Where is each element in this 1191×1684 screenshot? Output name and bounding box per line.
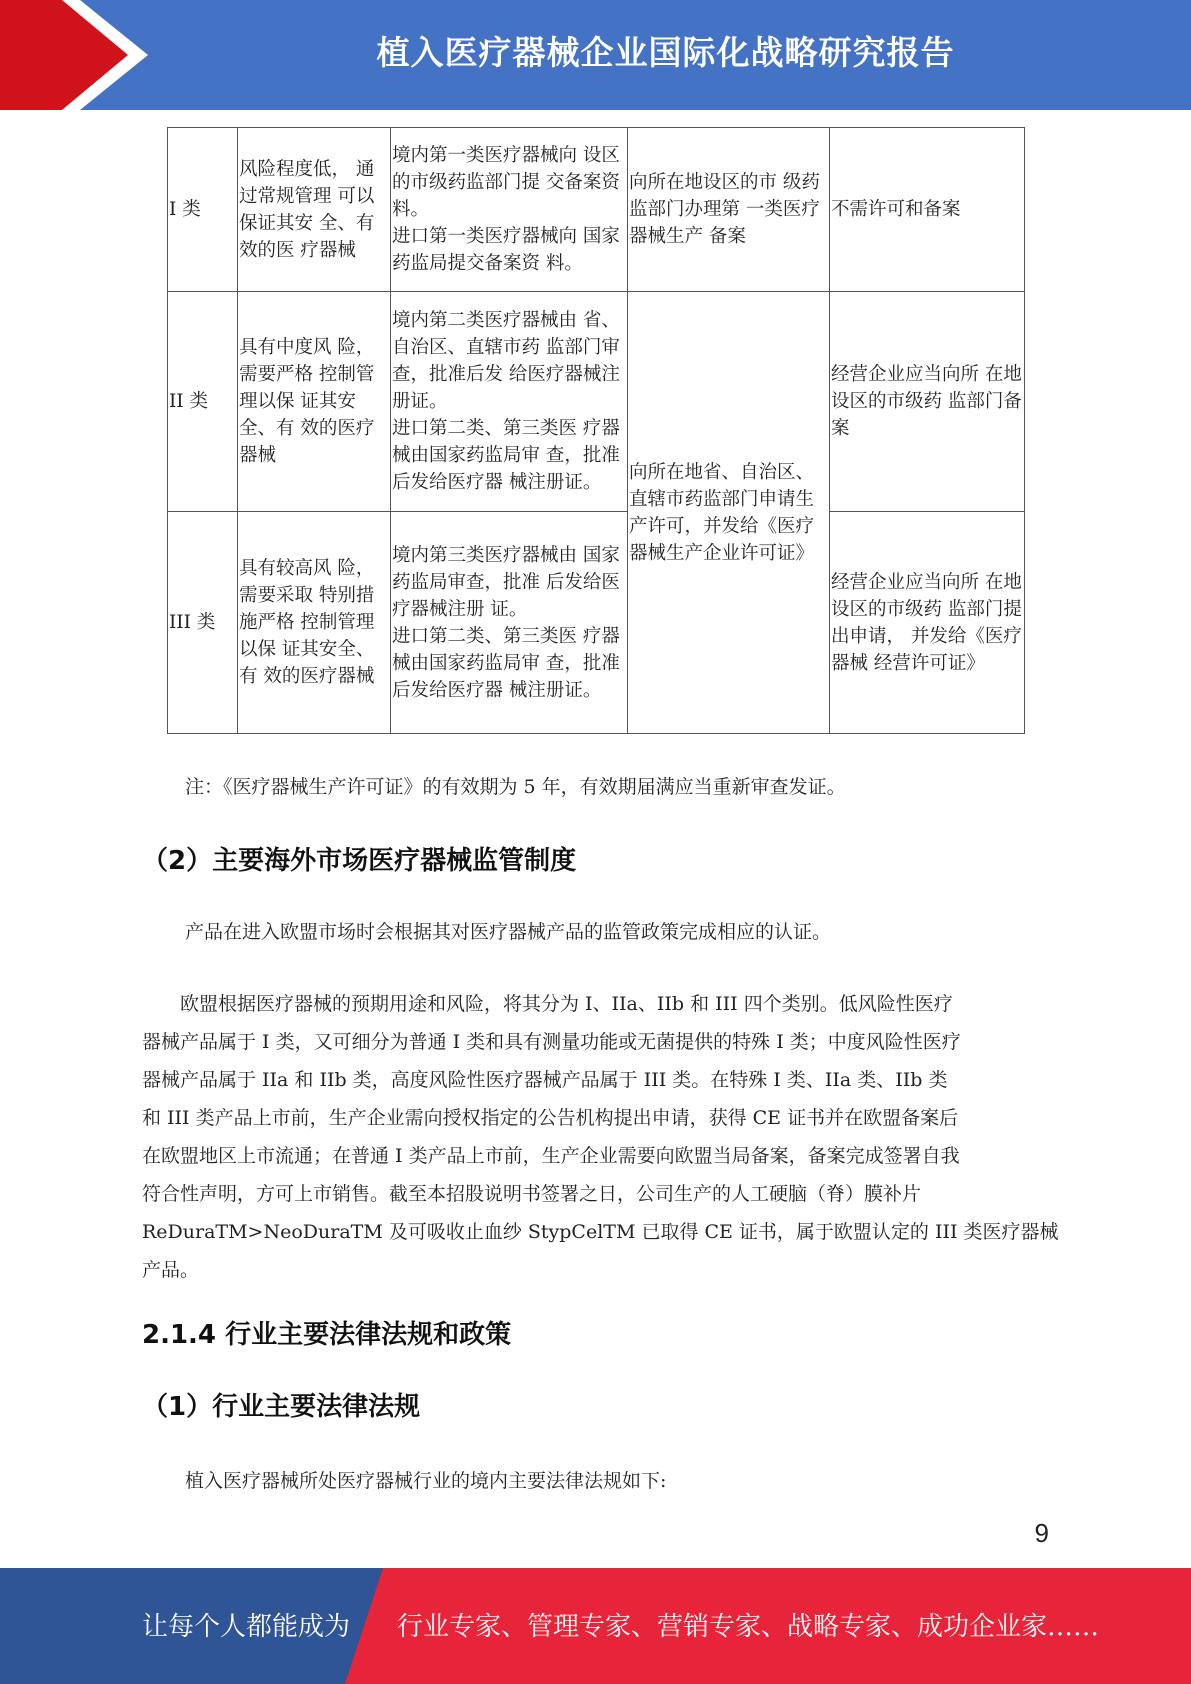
operation-cell: 经营企业应当向所 在地设区的市级药 监部门备案 xyxy=(830,292,1025,512)
registration-domestic: 境内第二类医疗器械由 省、自治区、直辖市药 监部门审查，批准后发 给医疗器械注册证。 xyxy=(392,310,620,412)
production-cell: 向所在地省、自治区、直辖市药监部门申请生产许可，并发给《医疗器械生产企业许可证》 xyxy=(628,292,830,734)
production-cell: 向所在地设区的市 级药监部门办理第 一类医疗器械生产 备案 xyxy=(628,128,830,292)
page-header xyxy=(0,0,1191,110)
registration-domestic: 境内第一类医疗器械向 设区的市级药监部门提 交备案资料。 xyxy=(392,145,620,220)
section-intro: 产品在进入欧盟市场时会根据其对医疗器械产品的监管政策完成相应的认证。 xyxy=(185,921,832,943)
risk-cell: 风险程度低， 通过常规管理 可以保证其安 全、有效的医 疗器械 xyxy=(238,128,391,292)
paragraph-line: ReDuraTM>NeoDuraTM 及可吸收止血纱 StypCelTM 已取得 CE 证书，属于欧盟认定的 III 类医疗器械 xyxy=(142,1221,1059,1243)
footer-slogan-right: 行业专家、管理专家、营销专家、战略专家、成功企业家…… xyxy=(397,1612,1100,1642)
registration-cell xyxy=(391,128,628,292)
operation-cell: 不需许可和备案 xyxy=(830,128,1025,292)
risk-cell: 具有中度风 险，需要严格 控制管理以保 证其安全、有 效的医疗器械 xyxy=(238,292,391,512)
registration-import: 进口第一类医疗器械向 国家药监局提交备案资 料。 xyxy=(392,226,620,274)
section-heading-laws-policies: 2.1.4 行业主要法律法规和政策 xyxy=(142,1320,512,1350)
section-intro: 植入医疗器械所处医疗器械行业的境内主要法律法规如下: xyxy=(185,1470,667,1492)
page-number: 9 xyxy=(1034,1518,1049,1548)
registration-cell xyxy=(391,292,628,512)
paragraph-line: 在欧盟地区上市流通；在普通 I 类产品上市前，生产企业需要向欧盟当局备案，备案完成签署自我 xyxy=(142,1145,960,1167)
registration-cell xyxy=(391,512,628,734)
table-note: 注：《医疗器械生产许可证》的有效期为 5 年，有效期届满应当重新审查发证。 xyxy=(185,776,846,798)
section-heading-overseas: （2）主要海外市场医疗器械监管制度 xyxy=(142,846,577,876)
eu-paragraph xyxy=(142,985,1059,1289)
table-row xyxy=(168,512,1025,734)
paragraph-line: 和 III 类产品上市前，生产企业需向授权指定的公告机构提出申请，获得 CE 证书并在欧盟备案后 xyxy=(142,1107,959,1129)
table-row xyxy=(168,292,1025,512)
operation-cell: 经营企业应当向所 在地设区的市级药 监部门提出申请， 并发给《医疗器械 经营许可证》 xyxy=(830,512,1025,734)
paragraph-line: 产品。 xyxy=(142,1259,200,1281)
page-footer xyxy=(0,1568,1191,1684)
paragraph-line: 欧盟根据医疗器械的预期用途和风险，将其分为 I、IIa、IIb 和 III 四个类别。低风险性医疗 xyxy=(142,993,953,1015)
class-cell: III 类 xyxy=(168,512,238,734)
class-cell: I 类 xyxy=(168,128,238,292)
class-cell: II 类 xyxy=(168,292,238,512)
regulation-table xyxy=(167,127,1025,734)
registration-domestic: 境内第三类医疗器械由 国家药监局审查，批准 后发给医疗器械注册 证。 xyxy=(392,544,620,620)
footer-slogan-left: 让每个人都能成为 xyxy=(142,1612,351,1642)
paragraph-line: 器械产品属于 IIa 和 IIb 类，高度风险性医疗器械产品属于 III 类。在特殊 I 类、IIa 类、IIb 类 xyxy=(142,1069,948,1091)
registration-import: 进口第二类、第三类医 疗器械由国家药监局审 查，批准后发给医疗器 械注册证。 xyxy=(392,625,620,701)
risk-cell: 具有较高风 险，需要采取 特别措施严格 控制管理以保 证其安全、有 效的医疗器械 xyxy=(238,512,391,734)
section-heading-laws: （1）行业主要法律法规 xyxy=(142,1392,421,1422)
paragraph-line: 符合性声明，方可上市销售。截至本招股说明书签署之日，公司生产的人工硬脑（脊）膜补片 xyxy=(142,1183,922,1205)
paragraph-line: 器械产品属于 I 类，又可细分为普通 I 类和具有测量功能或无菌提供的特殊 I 类；中度风险性医疗 xyxy=(142,1031,961,1053)
table-row xyxy=(168,128,1025,292)
header-title: 植入医疗器械企业国际化战略研究报告 xyxy=(376,33,955,72)
registration-import: 进口第二类、第三类医 疗器械由国家药监局审 查，批准后发给医疗器 械注册证。 xyxy=(392,418,620,493)
